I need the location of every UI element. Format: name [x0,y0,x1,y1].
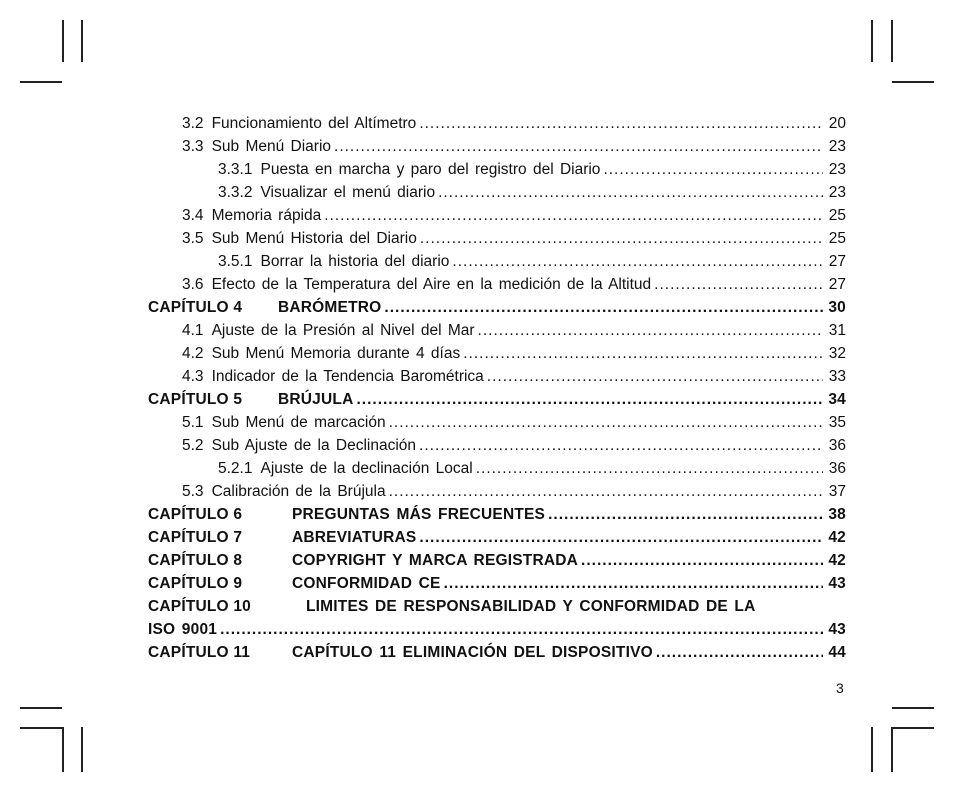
crop-mark [891,727,893,772]
toc-entry-title: Indicador de la Tendencia Barométrica [211,368,484,385]
toc-entry-title: Ajuste de la declinación Local [260,460,473,477]
toc-entry[interactable] [148,411,846,434]
toc-entry-page: 33 [828,368,846,385]
crop-mark [891,20,893,62]
toc-entry-page: 38 [828,506,846,523]
crop-mark [20,727,62,729]
toc-entry-number: 3.2 [182,115,204,132]
toc-entry-title: ISO 9001 [148,621,218,638]
dot-leader [419,112,823,135]
toc-entry[interactable] [148,112,846,135]
crop-mark [62,20,64,62]
toc-entry-title: LIMITES DE RESPONSABILIDAD Y CONFORMIDAD DE LA [306,598,756,615]
toc-entry-title: Puesta en marcha y paro del registro del Diario [260,161,601,178]
toc-entry-page: 44 [828,644,846,661]
toc-entry-page: 43 [828,575,846,592]
toc-entry-chapter[interactable] [148,549,846,572]
toc-entry[interactable] [148,250,846,273]
toc-entry-title: Funcionamiento del Altímetro [211,115,417,132]
dot-leader [581,549,823,572]
toc-entry-number: 4.3 [182,368,204,385]
toc-entry-title: Sub Menú Memoria durante 4 días [211,345,461,362]
toc-entry-chapter[interactable] [148,296,846,319]
crop-mark [892,81,934,83]
toc-entry[interactable] [148,204,846,227]
dot-leader [548,503,823,526]
toc-entry-chapter[interactable] [148,572,846,595]
toc-entry-page: 42 [828,552,846,569]
toc-entry-number: 3.5 [182,230,204,247]
toc-entry-chapter[interactable] [148,595,846,618]
crop-mark [871,727,873,772]
toc-entry-number: 5.3 [182,483,204,500]
dot-leader [654,273,823,296]
toc-entry-page: 27 [828,276,846,293]
toc-entry-number: CAPÍTULO 9 [148,575,243,592]
toc-entry-page: 43 [828,621,846,638]
toc-entry-title: Ajuste de la Presión al Nivel del Mar [211,322,475,339]
toc-entry-number: CAPÍTULO 5 [148,391,243,408]
crop-mark [62,727,64,772]
toc-entry-chapter[interactable] [148,388,846,411]
toc-entry-title: Sub Menú Diario [211,138,332,155]
dot-leader [356,388,823,411]
toc-entry[interactable] [148,434,846,457]
toc-entry-page: 32 [828,345,846,362]
toc-entry-number: 3.3.2 [218,184,253,201]
toc-entry-title: COPYRIGHT Y MARCA REGISTRADA [292,552,579,569]
crop-mark [81,727,83,772]
toc-entry[interactable] [148,135,846,158]
toc-entry-number: 3.3.1 [218,161,253,178]
toc-entry-number: CAPÍTULO 11 [148,644,251,661]
dot-leader [389,411,823,434]
toc-entry-number: 4.1 [182,322,204,339]
dot-leader [603,158,823,181]
dot-leader [656,641,823,664]
toc-entry-page: 30 [828,299,846,316]
dot-leader [438,181,823,204]
toc-entry[interactable] [148,365,846,388]
toc-entry-page: 20 [828,115,846,132]
table-of-contents [148,112,846,664]
toc-entry-title: Efecto de la Temperatura del Aire en la medición de la Altitud [211,276,652,293]
dot-leader [478,319,823,342]
toc-entry-chapter[interactable] [148,526,846,549]
dot-leader [324,204,823,227]
toc-entry-page: 31 [828,322,846,339]
dot-leader [420,227,823,250]
toc-entry-number: CAPÍTULO 8 [148,552,243,569]
toc-entry-chapter-continued[interactable] [148,618,846,641]
toc-entry-title: PREGUNTAS MÁS FRECUENTES [292,506,546,523]
toc-entry-page: 23 [828,138,846,155]
crop-mark [20,707,62,709]
toc-entry-number: 3.3 [182,138,204,155]
toc-entry-page: 27 [828,253,846,270]
toc-entry[interactable] [148,273,846,296]
dot-leader [389,480,823,503]
toc-entry-number: 3.4 [182,207,204,224]
toc-entry-title: CAPÍTULO 11 ELIMINACIÓN DEL DISPOSITIVO [292,644,653,661]
dot-leader [334,135,823,158]
toc-entry-number: 3.6 [182,276,204,293]
crop-mark [20,81,62,83]
dot-leader [444,572,823,595]
toc-entry-number: 4.2 [182,345,204,362]
toc-entry-title: ABREVIATURAS [292,529,417,546]
dot-leader [419,434,823,457]
toc-entry-chapter[interactable] [148,503,846,526]
toc-entry-number: 3.5.1 [218,253,253,270]
toc-entry[interactable] [148,319,846,342]
toc-entry-title: Borrar la historia del diario [260,253,450,270]
toc-entry-number: CAPÍTULO 10 [148,598,251,615]
crop-mark [892,707,934,709]
toc-entry-title: Sub Ajuste de la Declinación [211,437,417,454]
dot-leader [419,526,823,549]
crop-mark [81,20,83,62]
toc-entry-title: Visualizar el menú diario [260,184,436,201]
toc-entry-title: Sub Menú de marcación [211,414,386,431]
toc-entry-page: 34 [828,391,846,408]
toc-entry-number: CAPÍTULO 7 [148,529,243,546]
crop-mark [892,727,934,729]
toc-entry[interactable] [148,181,846,204]
dot-leader [384,296,823,319]
dot-leader [463,342,823,365]
toc-entry-page: 36 [828,437,846,454]
dot-leader [220,618,823,641]
toc-entry-title: Memoria rápida [211,207,322,224]
toc-entry-page: 23 [828,184,846,201]
dot-leader [487,365,823,388]
toc-entry-page: 42 [828,529,846,546]
toc-entry[interactable] [148,457,846,480]
toc-entry-title: BARÓMETRO [278,299,382,316]
toc-entry-title: Sub Menú Historia del Diario [211,230,417,247]
toc-entry-page: 35 [828,414,846,431]
toc-entry-title: BRÚJULA [278,391,354,408]
toc-entry-number: 5.2 [182,437,204,454]
toc-entry-page: 23 [828,161,846,178]
toc-entry[interactable] [148,480,846,503]
toc-entry-page: 37 [828,483,846,500]
dot-leader [452,250,823,273]
toc-entry[interactable] [148,227,846,250]
toc-entry-title: CONFORMIDAD CE [292,575,441,592]
toc-entry[interactable] [148,342,846,365]
crop-mark [871,20,873,62]
toc-entry-title: Calibración de la Brújula [211,483,386,500]
toc-entry-page: 25 [828,230,846,247]
toc-entry-page: 36 [828,460,846,477]
toc-entry-chapter[interactable] [148,641,846,664]
dot-leader [476,457,823,480]
toc-entry[interactable] [148,158,846,181]
toc-entries [148,112,846,595]
toc-entry-number: 5.2.1 [218,460,253,477]
toc-entry-number: CAPÍTULO 6 [148,506,243,523]
toc-entry-page: 25 [828,207,846,224]
toc-entry-number: CAPÍTULO 4 [148,299,243,316]
page-number: 3 [836,680,844,696]
toc-entry-number: 5.1 [182,414,204,431]
